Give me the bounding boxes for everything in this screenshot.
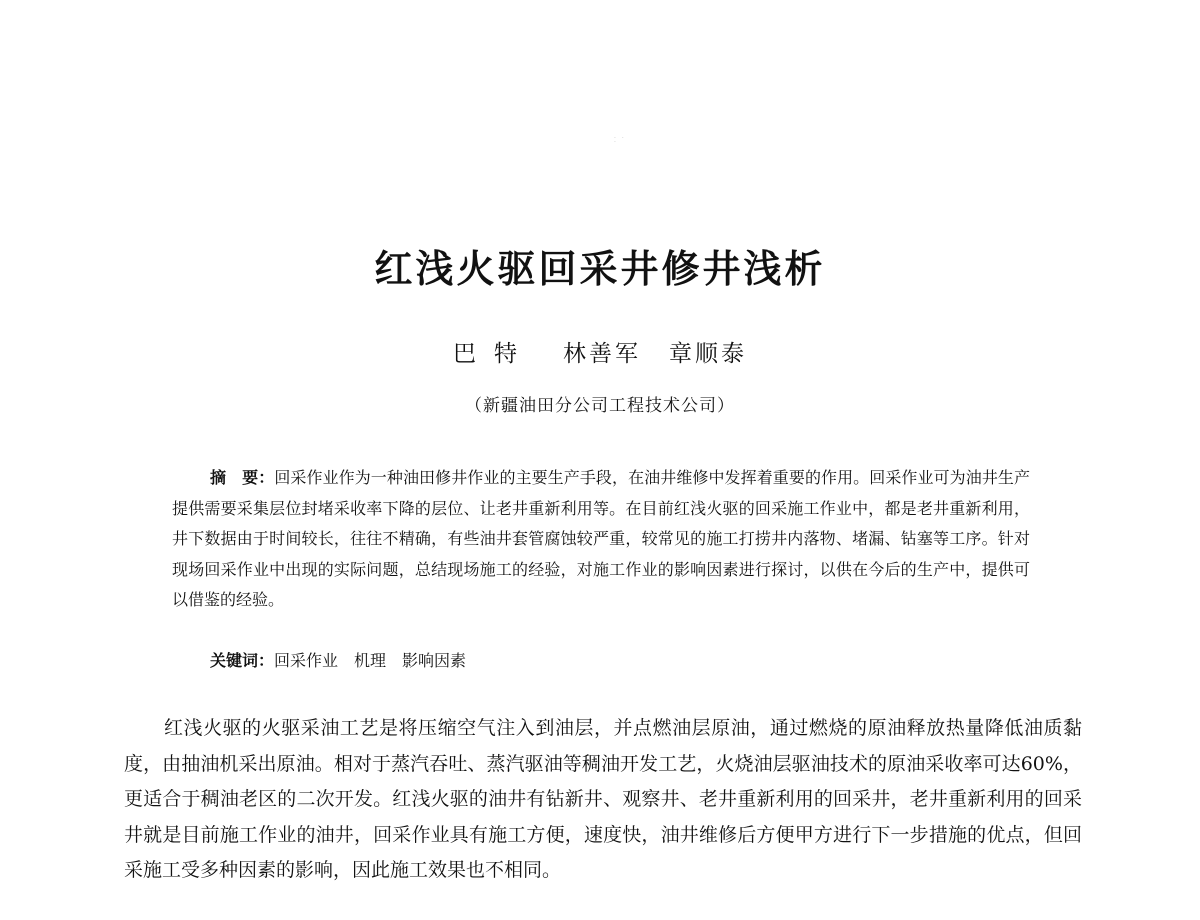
author-1: 巴特 [453,341,535,367]
keywords [210,646,1010,676]
abstract [172,463,1030,616]
keyword-1: 回采作业 [274,651,339,670]
keywords-label: 关键词： [210,651,275,670]
abstract-text: 回采作业作为一种油田修井作业的主要生产手段，在油井维修中发挥着重要的作用。回采作业可为油井生产提供需要采集层位封堵采收率下降的层位、让老井重新利用等。在目前红浅火驱的回采施工作业中，都是老井重新利用，井下数据由于时间较长，往往不精确，有些油井套管腐蚀较严重，较常见的施工打捞井内落物、堵漏、钻塞等工序。针对现场回采作业中出现的实际问题，总结现场施工的经验，对施工作业的影响因素进行探讨，以供在今后的生产中，提供可以借鉴的经验。 [172,468,1030,609]
author-affiliation: （新疆油田分公司工程技术公司） [465,396,735,416]
keyword-2: 机理 [354,651,387,670]
scan-speck: · · · [614,135,626,146]
author-3: 章顺泰 [669,341,747,367]
author-list [0,338,1200,370]
abstract-label: 摘 要： [210,468,275,487]
keyword-3: 影响因素 [402,651,467,670]
paper-title: 红浅火驱回采井修井浅析 [374,247,826,292]
body-paragraph: 红浅火驱的火驱采油工艺是将压缩空气注入到油层，并点燃油层原油，通过燃烧的原油释放热量降低油质黏度，由抽油机采出原油。相对于蒸汽吞吐、蒸汽驱油等稠油开发工艺，火烧油层驱油技术的原油采收率可达60%，更适合于稠油老区的二次开发。红浅火驱的油井有钻新井、观察井、老井重新利用的回采井，老井重新利用的回采井就是目前施工作业的油井，回采作业具有施工方便，速度快，油井维修后方便甲方进行下一步措施的优点，但回采施工受多种因素的影响，因此施工效果也不相同。 [124,717,1082,881]
author-2: 林善军 [563,341,641,367]
